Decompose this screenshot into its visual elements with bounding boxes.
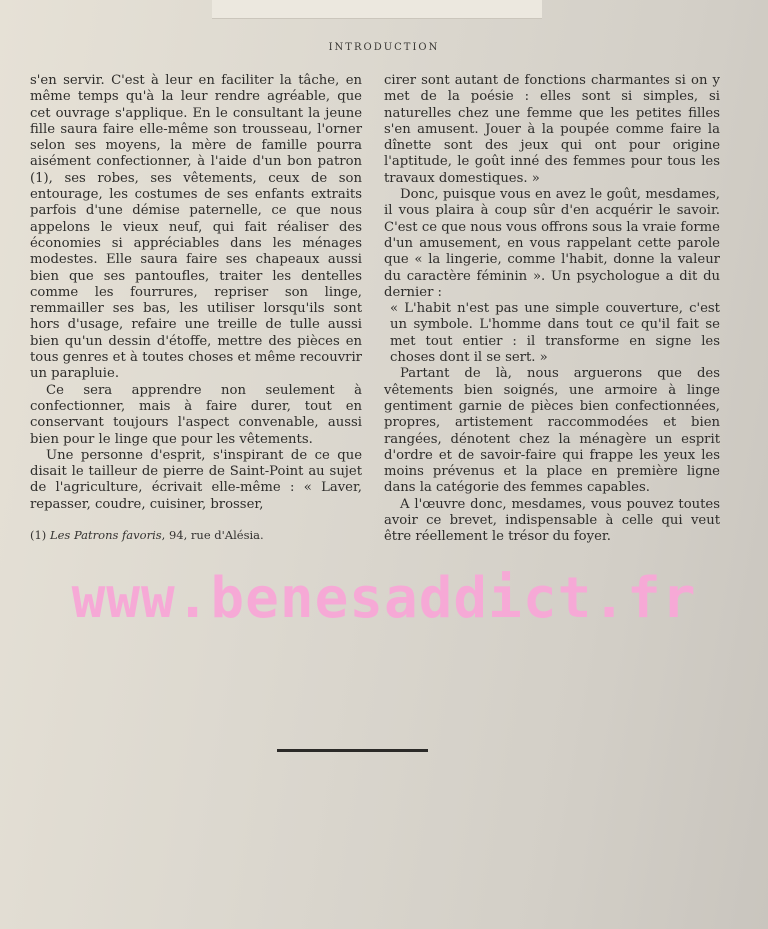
right-paragraph-1: cirer sont autant de fonctions charmantes si on y met de la poésie : elles sont si simples, si naturelles chez une femme que les petites filles s'en amusent. Jouer à la poupée comme faire la dînette sont des jeux qui ont pour origine l'aptitude, le goût inné des femmes pour tous les travaux domestiques. » bbox=[384, 73, 720, 186]
left-paragraph-1: s'en servir. C'est à leur en faciliter la tâche, en même temps qu'à la leur rendre agréable, que cet ouvrage s'applique. En le consultant la jeune fille saura faire elle-même son trousseau, l'orner selon ses moyens, la mère de famille pourra aisément confectionner, à l'aide d'un bon patron (1), ses robes, ses vêtements, ceux de son entourage, les costumes de ses enfants extraits parfois d'une démise paternelle, ce que nous appelons le vieux neuf, qui fait réaliser des économies si appréciables dans les ménages modestes. Elle saura faire ses chapeaux aussi bien que ses pantoufles, traiter les dentelles comme les fourrures, repriser son linge, remmailler ses bas, les utiliser lorsqu'ils sont hors d'usage, refaire une treille de tulle aussi bien qu'un dessin d'étoffe, mettre des pièces en tous genres et à toutes choses et même recouvrir un parapluie. bbox=[30, 73, 362, 382]
right-paragraph-5: A l'œuvre donc, mesdames, vous pouvez toutes avoir ce brevet, indispensable à celle qui veut être réellement le trésor du foyer. bbox=[384, 496, 720, 545]
footnote-title: Les Patrons favoris bbox=[49, 528, 162, 543]
paper-tab bbox=[212, 0, 542, 19]
footnote bbox=[30, 527, 362, 543]
left-column bbox=[30, 73, 362, 543]
section-end-rule bbox=[277, 749, 428, 752]
right-paragraph-4: Partant de là, nous arguerons que des vêtements bien soignés, une armoire à linge gentiment garnie de pièces bien confectionnées, propres, artistement raccommodées et bien rangées, dénotent chez la ménagère un esprit d'ordre et de savoir-faire qui frappe les yeux les moins prévenus et la place en première ligne dans la catégorie des femmes capables. bbox=[384, 366, 720, 496]
left-paragraph-3: Une personne d'esprit, s'inspirant de ce que disait le tailleur de pierre de Saint-Point au sujet de l'agriculture, écrivait elle-même : « Laver, repasser, coudre, cuisiner, brosser, bbox=[30, 447, 362, 512]
watermark-text: www.benesaddict.fr bbox=[71, 566, 697, 631]
footnote-address: , 94, rue d'Alésia. bbox=[161, 528, 264, 543]
footnote-number: (1) bbox=[30, 528, 47, 543]
right-column bbox=[384, 73, 720, 546]
right-paragraph-2: Donc, puisque vous en avez le goût, mesdames, il vous plaira à coup sûr d'en acquérir le savoir. C'est ce que nous vous offrons sous la vraie forme d'un amusement, en vous rappelant cette parole que « la lingerie, comme l'habit, donne la valeur du caractère féminin ». Un psychologue a dit du dernier : bbox=[384, 187, 720, 300]
running-head: INTRODUCTION bbox=[328, 42, 440, 53]
right-paragraph-3: « L'habit n'est pas une simple couverture, c'est un symbole. L'homme dans tout ce qu'il fait se met tout entier : il transforme en signe les choses dont il se sert. » bbox=[390, 301, 720, 366]
left-paragraph-2: Ce sera apprendre non seulement à confectionner, mais à faire durer, tout en conservant toujours l'aspect convenable, aussi bien pour le linge que pour les vêtements. bbox=[30, 382, 362, 447]
